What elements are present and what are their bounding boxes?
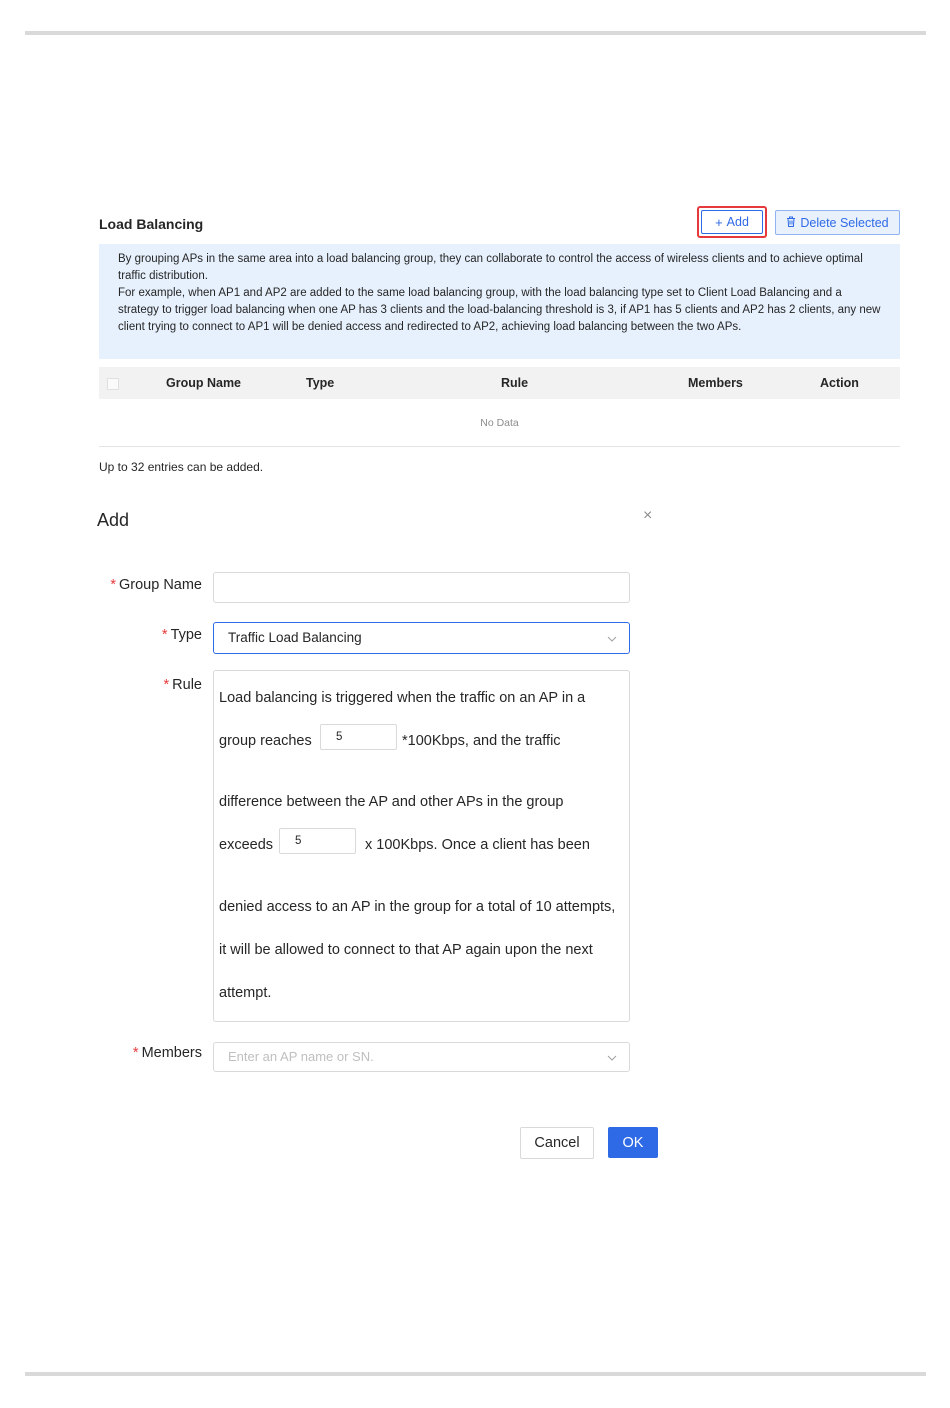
table-header (99, 367, 900, 399)
required-mark: * (163, 677, 170, 693)
rule-text: exceeds (219, 837, 274, 853)
delete-selected-label: Delete Selected (800, 215, 889, 230)
chevron-down-icon (607, 623, 617, 653)
chevron-down-icon (607, 1043, 617, 1071)
group-name-input[interactable] (213, 572, 630, 603)
trash-icon (786, 215, 796, 230)
info-banner (99, 244, 900, 359)
ok-button[interactable]: OK (608, 1127, 658, 1158)
members-select[interactable] (213, 1042, 630, 1072)
groups-table (99, 367, 900, 447)
bottom-divider (25, 1372, 926, 1376)
rule-text: *100Kbps, and the traffic (402, 733, 561, 749)
members-placeholder: Enter an AP name or SN. (228, 1049, 374, 1064)
type-select-value: Traffic Load Balancing (228, 630, 362, 645)
required-mark: * (110, 577, 116, 593)
dialog-title: Add (97, 510, 130, 530)
type-select[interactable] (213, 622, 630, 654)
column-type: Type (306, 376, 335, 390)
rule-text: difference between the AP and other APs in the group (219, 794, 564, 810)
members-label: * Members (132, 1045, 202, 1061)
rule-text: group reaches (219, 733, 312, 749)
delete-selected-button[interactable] (775, 210, 900, 235)
rule-text: x 100Kbps. Once a client has been (365, 837, 590, 853)
column-rule: Rule (501, 376, 529, 390)
rule-text: Load balancing is triggered when the traffic on an AP in a (219, 690, 586, 706)
group-name-label: * Group Name (110, 577, 202, 593)
required-mark: * (161, 627, 168, 643)
add-button-label: Add (726, 215, 749, 229)
table-body (99, 399, 900, 447)
info-paragraph: For example, when AP1 and AP2 are added to the same load balancing group, with the load balancing type set to Client Load Balancing and a strategy to trigger load balancing when one AP has 3 clients and the load-balancing threshold is 3, if AP1 has 5 clients and AP2 has 2 clients, any new client trying to connect to AP1 will be denied access and redirected to AP2, achieving load balancing between the two APs. (118, 287, 881, 333)
add-button[interactable] (701, 210, 763, 234)
plus-icon: + (715, 214, 723, 230)
cancel-button[interactable]: Cancel (520, 1127, 594, 1159)
entries-limit-note: Up to 32 entries can be added. (99, 460, 264, 474)
empty-state: No Data (480, 417, 519, 429)
column-group-name: Group Name (166, 376, 242, 390)
rule-text: it will be allowed to connect to that AP again upon the next (219, 942, 593, 958)
traffic-difference-input[interactable]: 5 (279, 828, 356, 854)
required-mark: * (132, 1045, 139, 1061)
rule-text: attempt. (219, 985, 272, 1001)
info-paragraph: By grouping APs in the same area into a load balancing group, they can collaborate to control the access of wireless clients and to achieve optimal traffic distribution. (118, 253, 863, 282)
top-divider (25, 31, 926, 35)
traffic-threshold-input[interactable]: 5 (320, 724, 397, 750)
column-members: Members (688, 376, 743, 390)
type-label: * Type (161, 627, 202, 643)
column-action: Action (820, 376, 859, 390)
rule-label: * Rule (163, 677, 202, 693)
select-all-checkbox[interactable] (107, 378, 119, 390)
section-title: Load Balancing (99, 216, 204, 232)
close-icon[interactable]: × (643, 507, 653, 524)
rule-text: denied access to an AP in the group for a total of 10 attempts, (219, 899, 616, 915)
